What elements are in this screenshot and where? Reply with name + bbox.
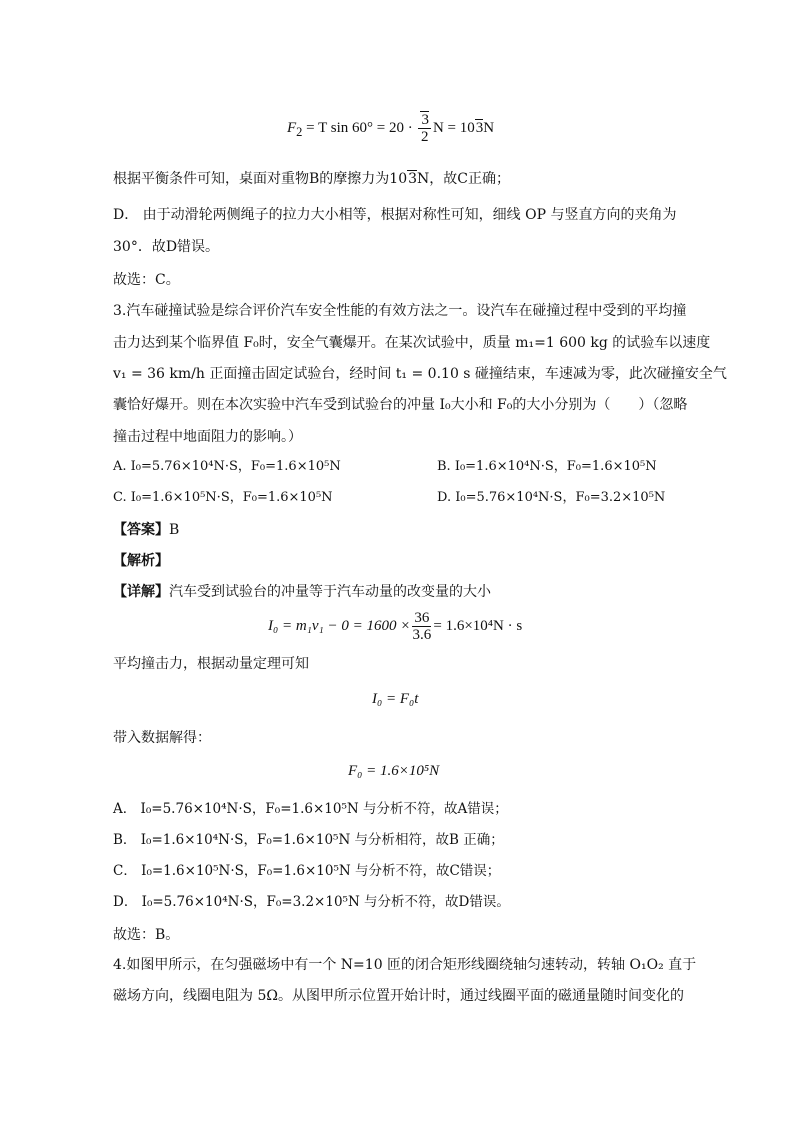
detail-tag: 【详解】 — [113, 584, 169, 600]
q2-line-c-sqrt: 3 — [408, 171, 418, 187]
answer-tag: 【答案】 — [113, 522, 169, 538]
q3-option-a: A. I₀=5.76×10⁴N·S，F₀=1.6×10⁵N — [113, 459, 341, 474]
q3-option-b: B. I₀=1.6×10⁴N·S，F₀=1.6×10⁵N — [437, 459, 657, 474]
eq-f2-frac-den: 2 — [420, 129, 429, 145]
eq-f2-lhs: F — [287, 119, 297, 136]
q3-stem-line-3: v₁ = 36 km/h 正面撞击固定试验台，经时间 t₁ = 0.10 s 碰撞结束，车速减为零，此次碰撞安全气 — [113, 366, 727, 382]
eq1-fraction — [412, 610, 431, 643]
eq-f2-mid: = T sin 60° = 20 · — [302, 119, 417, 136]
eq-f2-after-frac: N = 10 — [432, 119, 475, 136]
q2-line-d1: D． 由于动滑轮两侧绳子的拉力大小相等，根据对称性可知，细线 OP 与竖直方向的夹角为 — [113, 207, 677, 223]
equation-f2 — [287, 112, 494, 145]
eq-f2-sqrt: 3 — [475, 119, 484, 136]
equation-momentum: I₀ = F₀t — [372, 691, 419, 707]
substitute-line: 带入数据解得： — [113, 730, 211, 746]
analysis-tag: 【解析】 — [113, 553, 169, 569]
q3-choice: 故选：B。 — [113, 927, 180, 943]
q2-line-c-a: 根据平衡条件可知，桌面对重物B的摩擦力为 — [113, 171, 390, 187]
q2-line-d2: 30°．故D错误。 — [113, 239, 220, 255]
q3-option-d: D. I₀=5.76×10⁴N·S，F₀=3.2×10⁵N — [437, 490, 666, 505]
q4-stem-line-2: 磁场方向，线圈电阻为 5Ω。从图甲所示位置开始计时，通过线圈平面的磁通量随时间变化的 — [113, 988, 684, 1004]
detail-text: 汽车受到试验台的冲量等于汽车动量的改变量的大小 — [169, 584, 491, 600]
eq1-den: 3.6 — [412, 627, 432, 643]
eq1-left: I₀ = m₁v₁ − 0 = 1600 × — [268, 617, 411, 634]
q3-option-c: C. I₀=1.6×10⁵N·S，F₀=1.6×10⁵N — [113, 490, 333, 505]
eq-f2-unit: N — [483, 119, 495, 136]
analysis-c: C． I₀=1.6×10⁵N·S，F₀=1.6×10⁵N 与分析不符，故C错误； — [113, 863, 501, 879]
equation-impulse — [268, 610, 522, 643]
analysis-d: D． I₀=5.76×10⁴N·S，F₀=3.2×10⁵N 与分析不符，故D错误。 — [113, 894, 510, 910]
q3-stem-line-4: 囊恰好爆开。则在本次实验中汽车受到试验台的冲量 I₀大小和 F₀的大小分别为（ ）（忽略 — [113, 397, 688, 413]
analysis-b: B． I₀=1.6×10⁴N·S，F₀=1.6×10⁵N 与分析相符，故B 正确； — [113, 832, 504, 848]
equation-force: F₀ = 1.6×10⁵N — [348, 763, 440, 779]
eq-f2-sub: 2 — [296, 124, 303, 139]
q3-stem-line-5: 撞击过程中地面阻力的影响。） — [113, 429, 302, 445]
q3-answer — [113, 521, 179, 539]
eq1-right: = 1.6×10⁴N · s — [433, 617, 523, 634]
q3-stem-line-2: 击力达到某个临界值 F₀时，安全气囊爆开。在某次试验中，质量 m₁=1 600 kg 的试验车以速度 — [113, 335, 711, 351]
answer-value: B — [169, 522, 180, 538]
q2-line-c — [113, 170, 510, 188]
eq-f2-fraction — [418, 112, 431, 145]
q2-line-c-b: N，故C正确； — [417, 171, 511, 187]
q2-choice: 故选：C。 — [113, 272, 180, 288]
q2-line-c-val: 10 — [389, 171, 408, 187]
q3-stem-line-1: 3.汽车碰撞试验是综合评价汽车安全性能的有效方法之一。设汽车在碰撞过程中受到的平均撞 — [113, 303, 687, 319]
eq-f2-frac-num: 3 — [421, 112, 429, 128]
q4-stem-line-1: 4.如图甲所示，在匀强磁场中有一个 N=10 匝的闭合矩形线圈绕轴匀速转动，转轴 O₁O₂ 直于 — [113, 957, 697, 973]
q3-detail — [113, 583, 491, 601]
eq1-num: 36 — [414, 610, 430, 626]
analysis-a: A． I₀=5.76×10⁴N·S，F₀=1.6×10⁵N 与分析不符，故A错误； — [113, 801, 508, 817]
avg-force-line: 平均撞击力，根据动量定理可知 — [113, 656, 309, 672]
